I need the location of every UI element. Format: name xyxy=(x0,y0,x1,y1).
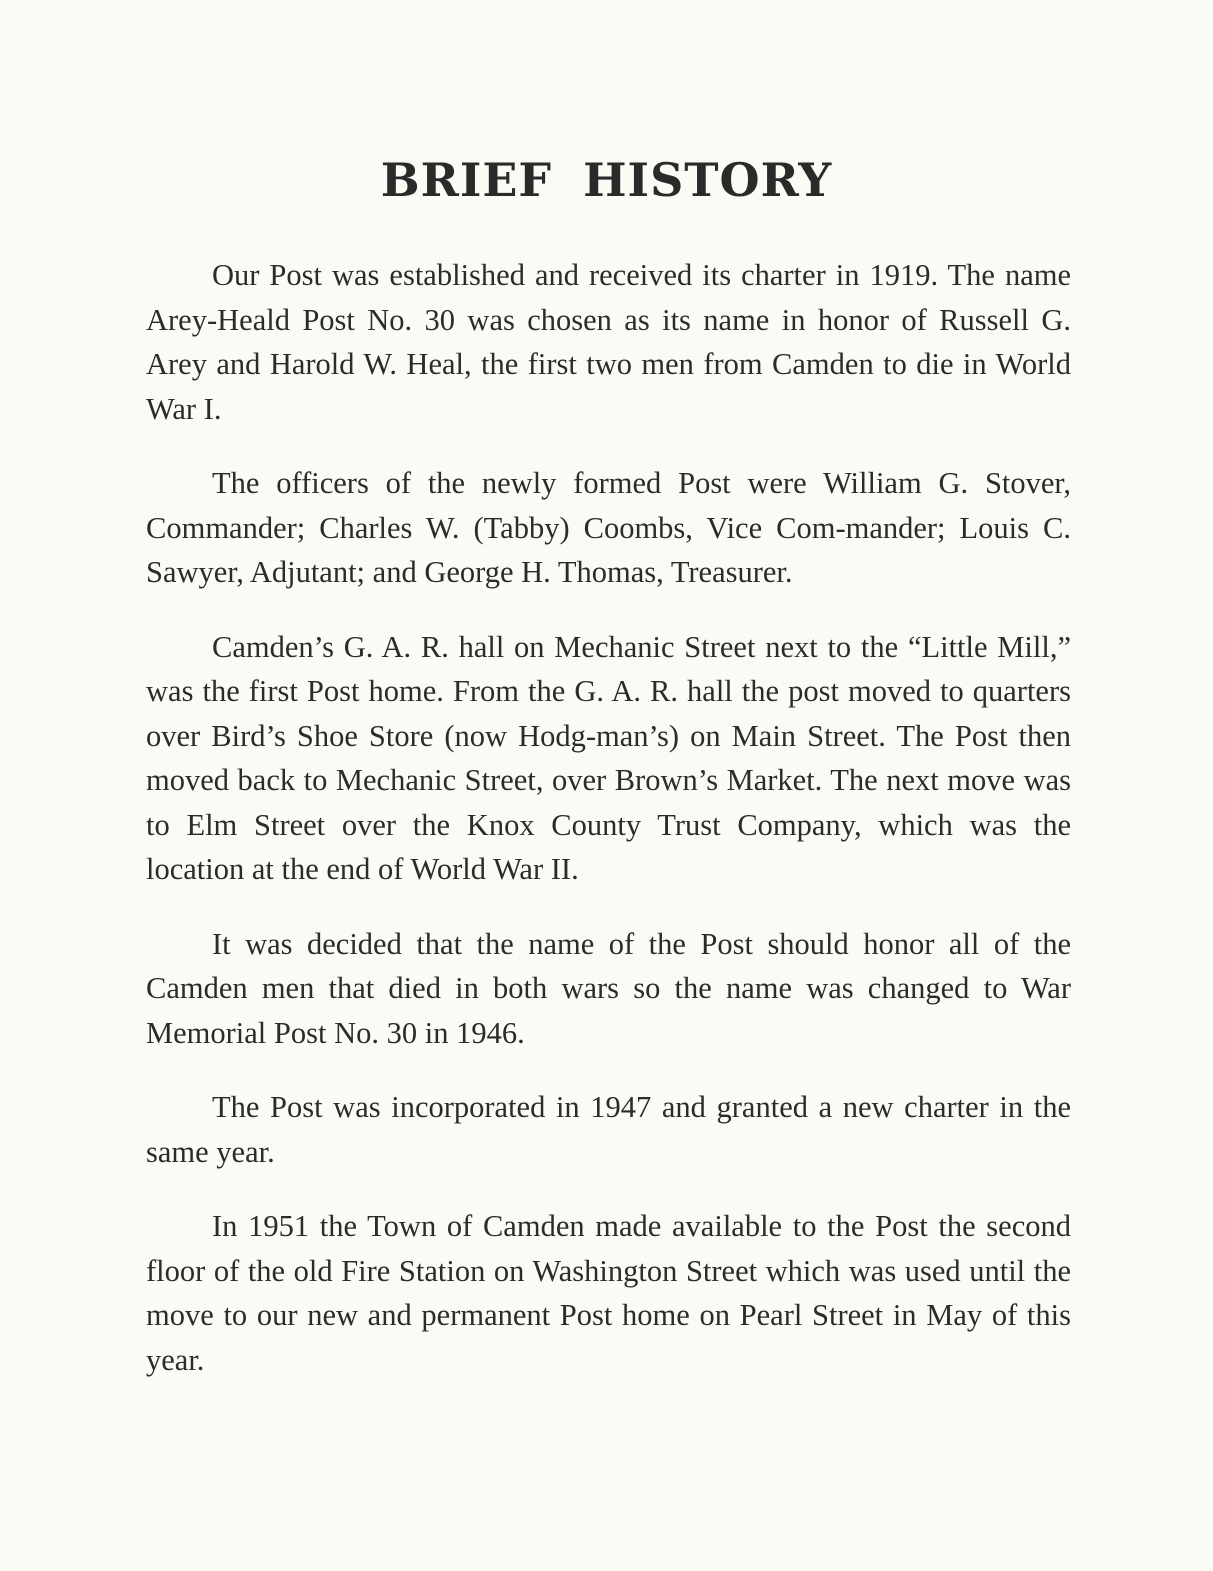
paragraph-post-homes: Camden’s G. A. R. hall on Mechanic Street next to the “Little Mill,” was the first Post home. From the G. A. R. hall the post moved to quarters over Bird’s Shoe Store (now Hodg-man’s) on Main Street. The Post then moved back to Mechanic Street, over Brown’s Market. The next move was to Elm Street over the Knox County Trust Company, which was the location at the end of World War II. xyxy=(146,629,1071,886)
history-body xyxy=(146,253,1071,1382)
paragraph-fire-station: In 1951 the Town of Camden made available to the Post the second floor of the old Fire Station on Washington Street which was used until the move to our new and permanent Post home on Pearl Street in May of this year. xyxy=(146,1209,1071,1377)
paragraph-incorporation: The Post was incorporated in 1947 and granted a new charter in the same year. xyxy=(146,1090,1071,1169)
paragraph-charter: Our Post was established and received its charter in 1919. The name Arey-Heald Post No. 30 was chosen as its name in honor of Russell G. Arey and Harold W. Heal, the first two men from Camden to die in World War I. xyxy=(146,258,1071,426)
page-title: BRIEF HISTORY xyxy=(380,153,833,207)
paragraph-name-change: It was decided that the name of the Post should honor all of the Camden men that died in both wars so the name was changed to War Memorial Post No. 30 in 1946. xyxy=(146,926,1071,1050)
paragraph-officers: The officers of the newly formed Post were William G. Stover, Commander; Charles W. (Tabby) Coombs, Vice Com-mander; Louis C. Sawyer, Adjutant; and George H. Thomas, Treasurer. xyxy=(146,466,1071,589)
